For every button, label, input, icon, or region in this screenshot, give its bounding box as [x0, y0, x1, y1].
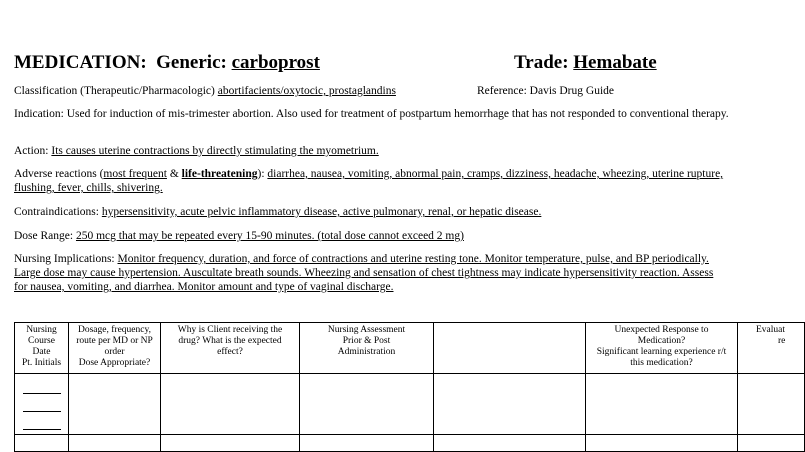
- generic-name: carboprost: [231, 52, 320, 73]
- dose-range-label: Dose Range:: [14, 230, 74, 242]
- reference-text: Reference: Davis Drug Guide: [477, 85, 614, 97]
- classification-line: [14, 84, 774, 98]
- table-cell[interactable]: [15, 435, 69, 452]
- generic-label: Generic:: [156, 52, 227, 73]
- header-nursing-assessment: Nursing Assessment Prior & Post Administration: [300, 323, 434, 374]
- medication-label: MEDICATION:: [14, 52, 147, 73]
- indication-line: [14, 107, 749, 121]
- nursing-implications-line1: Monitor frequency, duration, and force of contractions and uterine resting tone. Monitor temperature, pulse, and BP periodically.: [117, 253, 709, 265]
- header-dosage: Dosage, frequency, route per MD or NP order Dose Appropriate?: [69, 323, 161, 374]
- adverse-label-end: ):: [257, 168, 265, 180]
- medication-title: [14, 52, 774, 76]
- adverse-life-threatening: life-threatening: [181, 168, 258, 180]
- table-cell[interactable]: [586, 435, 738, 452]
- table-cell[interactable]: [300, 374, 434, 435]
- table-cell[interactable]: [161, 374, 300, 435]
- table-cell[interactable]: [300, 435, 434, 452]
- indication-value: Used for induction of mis-trimester abortion. Also used for treatment of postpartum hemorrhage that has not responded to conventional therapy.: [66, 108, 729, 120]
- adverse-value-line2: flushing, fever, chills, shivering.: [14, 182, 163, 194]
- header-why-receiving: Why is Client receiving the drug? What is the expected effect?: [161, 323, 300, 374]
- dose-range-line: [14, 229, 774, 243]
- header-blank: [434, 323, 586, 374]
- blank-line: [23, 405, 61, 412]
- table-cell[interactable]: [434, 435, 586, 452]
- action-line: [14, 144, 774, 158]
- table-row: [15, 435, 805, 452]
- table-cell[interactable]: [738, 435, 805, 452]
- table-cell[interactable]: [586, 374, 738, 435]
- trade-block: [514, 52, 657, 74]
- blank-line: [23, 387, 61, 394]
- dose-range-value: 250 mcg that may be repeated every 15-90 minutes. (total dose cannot exceed 2 mg): [75, 230, 464, 242]
- trade-label: Trade:: [514, 52, 569, 73]
- adverse-label-start: Adverse reactions (: [14, 168, 104, 180]
- adverse-most-frequent: most frequent: [103, 168, 167, 180]
- blank-line: [23, 423, 61, 430]
- contraindications-label: Contraindications:: [14, 206, 99, 218]
- table-cell[interactable]: [434, 374, 586, 435]
- indication-label: Indication:: [14, 108, 64, 120]
- adverse-amp: &: [166, 168, 182, 180]
- table-cell-initials[interactable]: [15, 374, 69, 435]
- header-nursing-course: Nursing Course Date Pt. Initials: [15, 323, 69, 374]
- table-row: [15, 374, 805, 435]
- header-unexpected-response: Unexpected Response to Medication? Significant learning experience r/t this medication?: [586, 323, 738, 374]
- contraindications-line: [14, 205, 774, 219]
- adverse-reactions-line: [14, 167, 774, 195]
- classification-value: abortifacients/oxytocic, prostaglandins: [217, 85, 396, 97]
- medication-administration-table: [14, 322, 805, 452]
- contraindications-value: hypersensitivity, acute pelvic inflammatory disease, active pulmonary, renal, or hepatic disease.: [101, 206, 542, 218]
- table-cell[interactable]: [161, 435, 300, 452]
- action-label: Action:: [14, 145, 49, 157]
- table-cell[interactable]: [69, 435, 161, 452]
- table-cell[interactable]: [69, 374, 161, 435]
- table-header-row: [15, 323, 805, 374]
- trade-name: Hemabate: [573, 52, 657, 73]
- nursing-implications-line2: Large dose may cause hypertension. Auscultate breath sounds. Wheezing and sensation of chest tightness may indicate hypersensitivity reaction. Assess: [14, 267, 714, 279]
- table-cell[interactable]: [738, 374, 805, 435]
- nursing-implications-label: Nursing Implications:: [14, 253, 115, 265]
- header-evaluation: Evaluat re: [738, 323, 805, 374]
- adverse-value-line1: diarrhea, nausea, vomiting, abnormal pain, cramps, dizziness, headache, wheezing, uterine rupture,: [267, 168, 724, 180]
- classification-label: Classification (Therapeutic/Pharmacologic): [14, 85, 215, 97]
- nursing-implications-block: [14, 252, 774, 294]
- action-value: Its causes uterine contractions by directly stimulating the myometrium.: [51, 145, 379, 157]
- nursing-implications-line3: for nausea, vomiting, and diarrhea. Monitor amount and type of vaginal discharge.: [14, 281, 394, 293]
